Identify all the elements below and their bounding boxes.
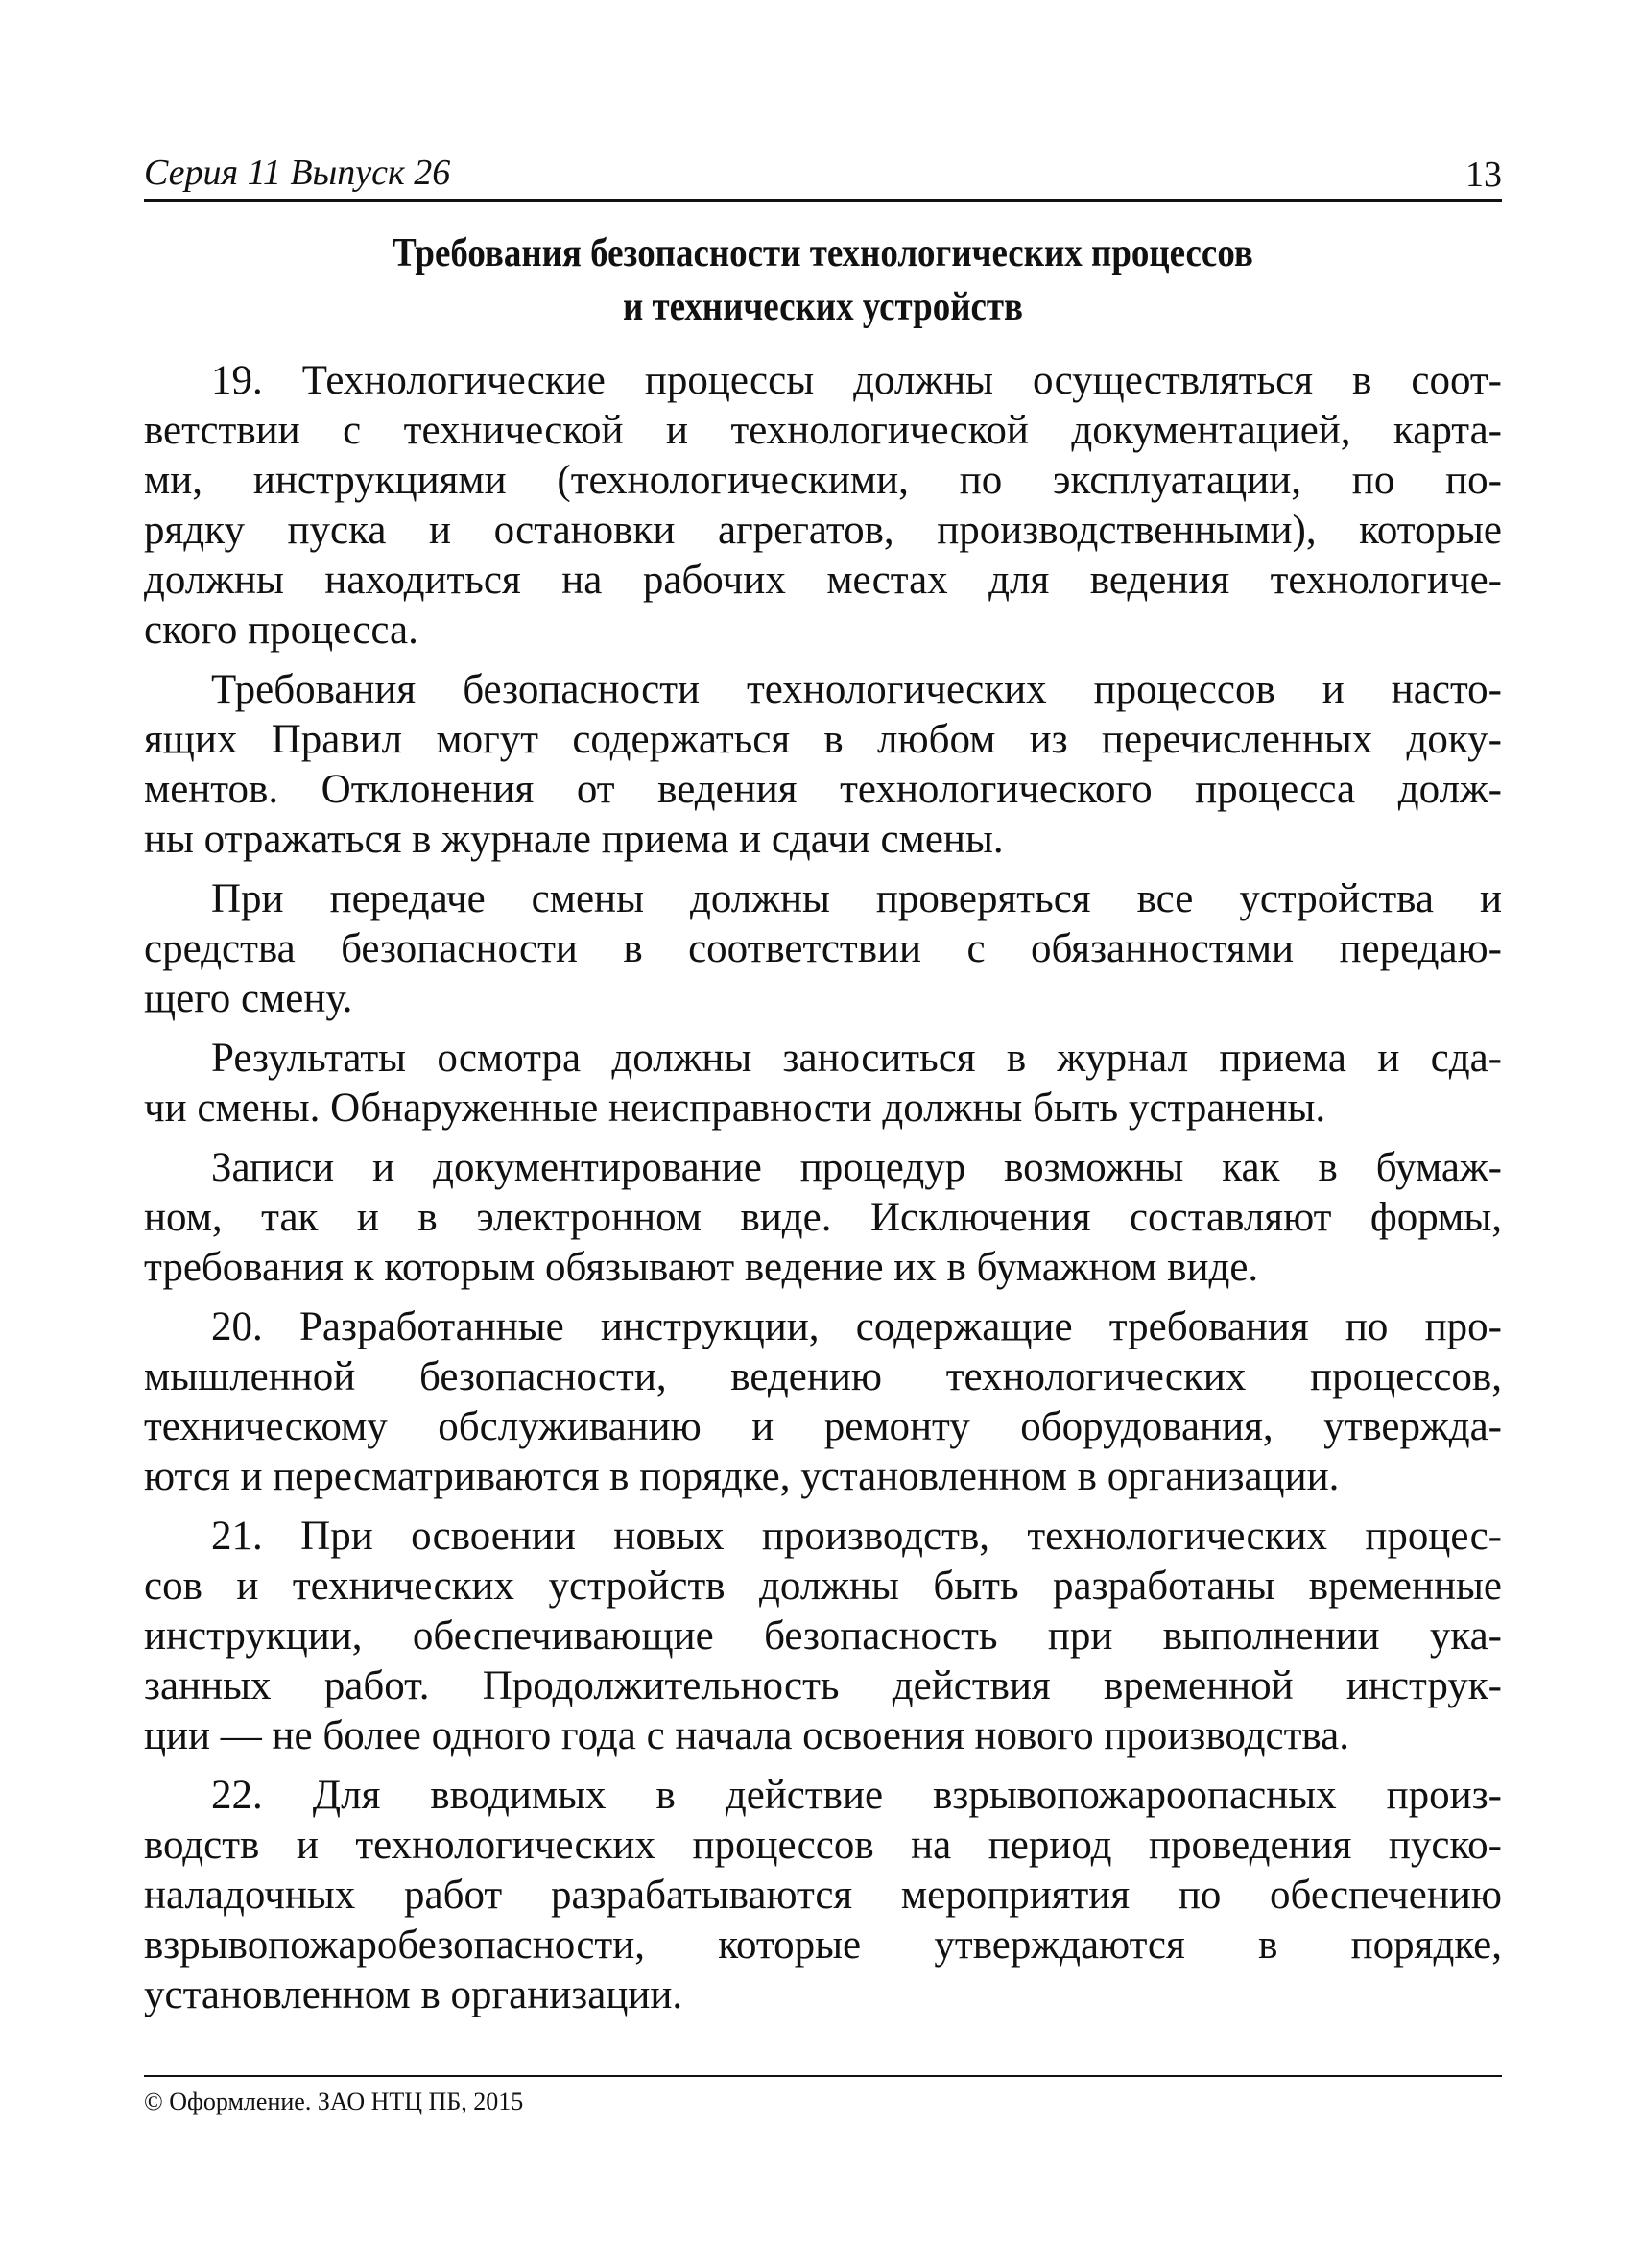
paragraph — [144, 1512, 1502, 1761]
text-line: При передаче смены должны проверяться все устройства и — [211, 876, 1502, 921]
text-line: ции — не более одного года с начала освоения нового производства. — [144, 1713, 1349, 1758]
paragraph — [144, 1034, 1502, 1134]
series-label: Серия 11 Выпуск 26 — [144, 153, 451, 193]
text-line: рядку пуска и остановки агрегатов, производственными), которые — [144, 508, 1502, 553]
text-line: ются и пересматриваются в порядке, установленном в организации. — [144, 1454, 1340, 1499]
text-line: ном, так и в электронном виде. Исключения составляют формы, — [144, 1195, 1502, 1240]
text-line: занных работ. Продолжительность действия временной инструк- — [144, 1663, 1502, 1708]
text-line: Результаты осмотра должны заноситься в журнал приема и сда- — [211, 1036, 1502, 1081]
paragraph — [144, 1143, 1502, 1293]
paragraph — [144, 1302, 1502, 1502]
text-line: техническому обслуживанию и ремонту оборудования, утвержда- — [144, 1404, 1502, 1449]
text-line: ветствии с технической и технологической документацией, карта- — [144, 408, 1502, 453]
text-line: взрывопожаробезопасности, которые утверждаются в порядке, — [144, 1922, 1502, 1968]
text-line: мышленной безопасности, ведению технологических процессов, — [144, 1354, 1502, 1399]
header-rule — [144, 199, 1502, 202]
section-title-line: Требования безопасности технологических процессов — [393, 231, 1253, 275]
section-title-line: и технических устройств — [622, 285, 1024, 329]
text-line: инструкции, обеспечивающие безопасность при выполнении ука- — [144, 1613, 1502, 1659]
text-line: ны отражаться в журнале приема и сдачи смены. — [144, 817, 1004, 862]
text-line: должны находиться на рабочих местах для ведения технологиче- — [144, 558, 1502, 603]
footer-rule — [144, 2075, 1502, 2077]
page-number: 13 — [1465, 155, 1502, 195]
paragraph — [144, 874, 1502, 1024]
text-line: водств и технологических процессов на период проведения пуско- — [144, 1823, 1502, 1868]
text-line: чи смены. Обнаруженные неисправности должны быть устранены. — [144, 1086, 1326, 1131]
text-line: 19. Технологические процессы должны осуществляться в соот- — [211, 358, 1502, 403]
copyright-footer: © Оформление. ЗАО НТЦ ПБ, 2015 — [144, 2088, 524, 2115]
text-line: требования к которым обязывают ведение их в бумажном виде. — [144, 1245, 1259, 1290]
text-line: ского процесса. — [144, 608, 418, 653]
text-line: ментов. Отклонения от ведения технологического процесса долж- — [144, 767, 1502, 812]
body-text — [144, 356, 1502, 2030]
text-line: Требования безопасности технологических процессов и насто- — [211, 667, 1502, 712]
text-line: ящих Правил могут содержаться в любом из перечисленных доку- — [144, 717, 1502, 762]
text-line: 20. Разработанные инструкции, содержащие требования по про- — [211, 1304, 1502, 1349]
section-title — [144, 227, 1502, 334]
paragraph — [144, 665, 1502, 865]
text-line: наладочных работ разрабатываются мероприятия по обеспечению — [144, 1873, 1502, 1918]
running-header — [144, 152, 1502, 198]
text-line: сов и технических устройств должны быть разработаны временные — [144, 1564, 1502, 1609]
text-line: щего смену. — [144, 976, 353, 1021]
text-line: средства безопасности в соответствии с обязанностями передаю- — [144, 926, 1502, 971]
text-line: ми, инструкциями (технологическими, по эксплуатации, по по- — [144, 458, 1502, 503]
text-line: установленном в организации. — [144, 1972, 683, 2017]
paragraph — [144, 1771, 1502, 2020]
text-line: 22. Для вводимых в действие взрывопожароопасных произ- — [211, 1773, 1502, 1818]
paragraph — [144, 356, 1502, 656]
text-line: 21. При освоении новых производств, технологических процес- — [211, 1514, 1502, 1559]
text-line: Записи и документирование процедур возможны как в бумаж- — [211, 1145, 1502, 1190]
